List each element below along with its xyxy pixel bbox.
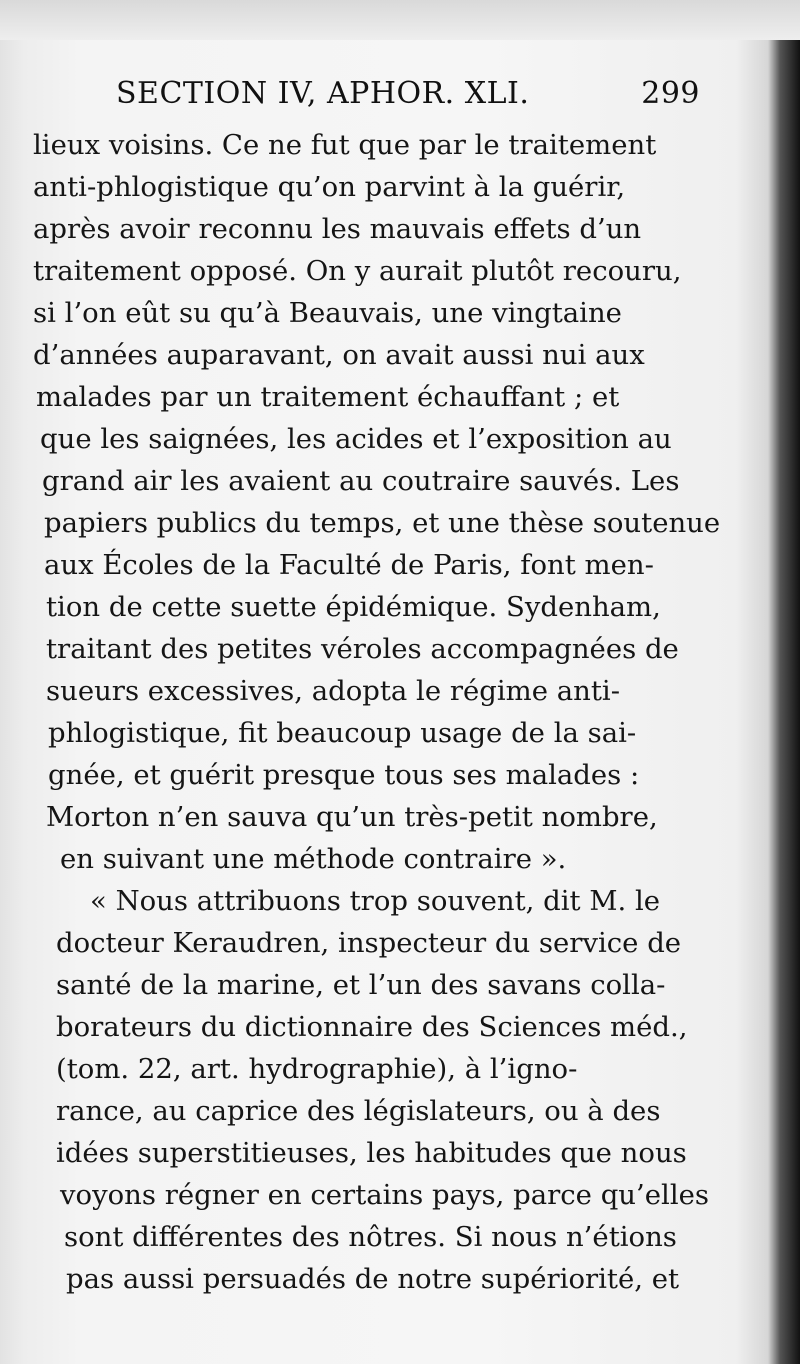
text-line: « Nous attribuons trop souvent, dit M. le bbox=[90, 885, 661, 917]
running-title: SECTION IV, APHOR. XLI. bbox=[116, 76, 530, 111]
text-line: idées superstitieuses, les habitudes que nous bbox=[56, 1137, 687, 1169]
text-line: sont différentes des nôtres. Si nous n’étions bbox=[64, 1221, 677, 1253]
text-line: anti-phlogistique qu’on parvint à la guérir, bbox=[33, 171, 626, 203]
text-line: tion de cette suette épidémique. Sydenham, bbox=[46, 591, 661, 623]
text-line: après avoir reconnu les mauvais effets d’un bbox=[33, 213, 642, 245]
text-line: grand air les avaient au coutraire sauvés. Les bbox=[42, 465, 680, 497]
text-line: malades par un traitement échauffant ; et bbox=[36, 381, 620, 413]
text-line: borateurs du dictionnaire des Sciences méd., bbox=[56, 1011, 688, 1043]
page-number: 299 bbox=[641, 76, 700, 111]
text-line: en suivant une méthode contraire ». bbox=[60, 843, 567, 875]
text-line: voyons régner en certains pays, parce qu’elles bbox=[60, 1179, 710, 1211]
text-line: que les saignées, les acides et l’exposition au bbox=[40, 423, 672, 455]
text-line: (tom. 22, art. hydrographie), à l’igno- bbox=[56, 1053, 578, 1085]
text-line: phlogistique, fit beaucoup usage de la sai- bbox=[48, 717, 637, 749]
text-line: santé de la marine, et l’un des savans colla- bbox=[56, 969, 666, 1001]
text-line: rance, au caprice des législateurs, ou à des bbox=[56, 1095, 661, 1127]
text-line: gnée, et guérit presque tous ses malades : bbox=[48, 759, 640, 791]
text-line: docteur Keraudren, inspecteur du service de bbox=[56, 927, 682, 959]
text-line: sueurs excessives, adopta le régime anti- bbox=[46, 675, 621, 707]
text-line: lieux voisins. Ce ne fut que par le traitement bbox=[33, 129, 657, 161]
text-line: pas aussi persuadés de notre supériorité, et bbox=[66, 1263, 680, 1295]
text-line: aux Écoles de la Faculté de Paris, font men- bbox=[44, 549, 654, 581]
text-line: d’années auparavant, on avait aussi nui aux bbox=[33, 339, 645, 371]
text-line: traitant des petites véroles accompagnées de bbox=[46, 633, 679, 665]
text-line: si l’on eût su qu’à Beauvais, une vingtaine bbox=[33, 297, 622, 329]
text-line: traitement opposé. On y aurait plutôt recouru, bbox=[33, 255, 682, 287]
text-line: papiers publics du temps, et une thèse soutenue bbox=[44, 507, 721, 539]
text-line: Morton n’en sauva qu’un très-petit nombre, bbox=[46, 801, 658, 833]
